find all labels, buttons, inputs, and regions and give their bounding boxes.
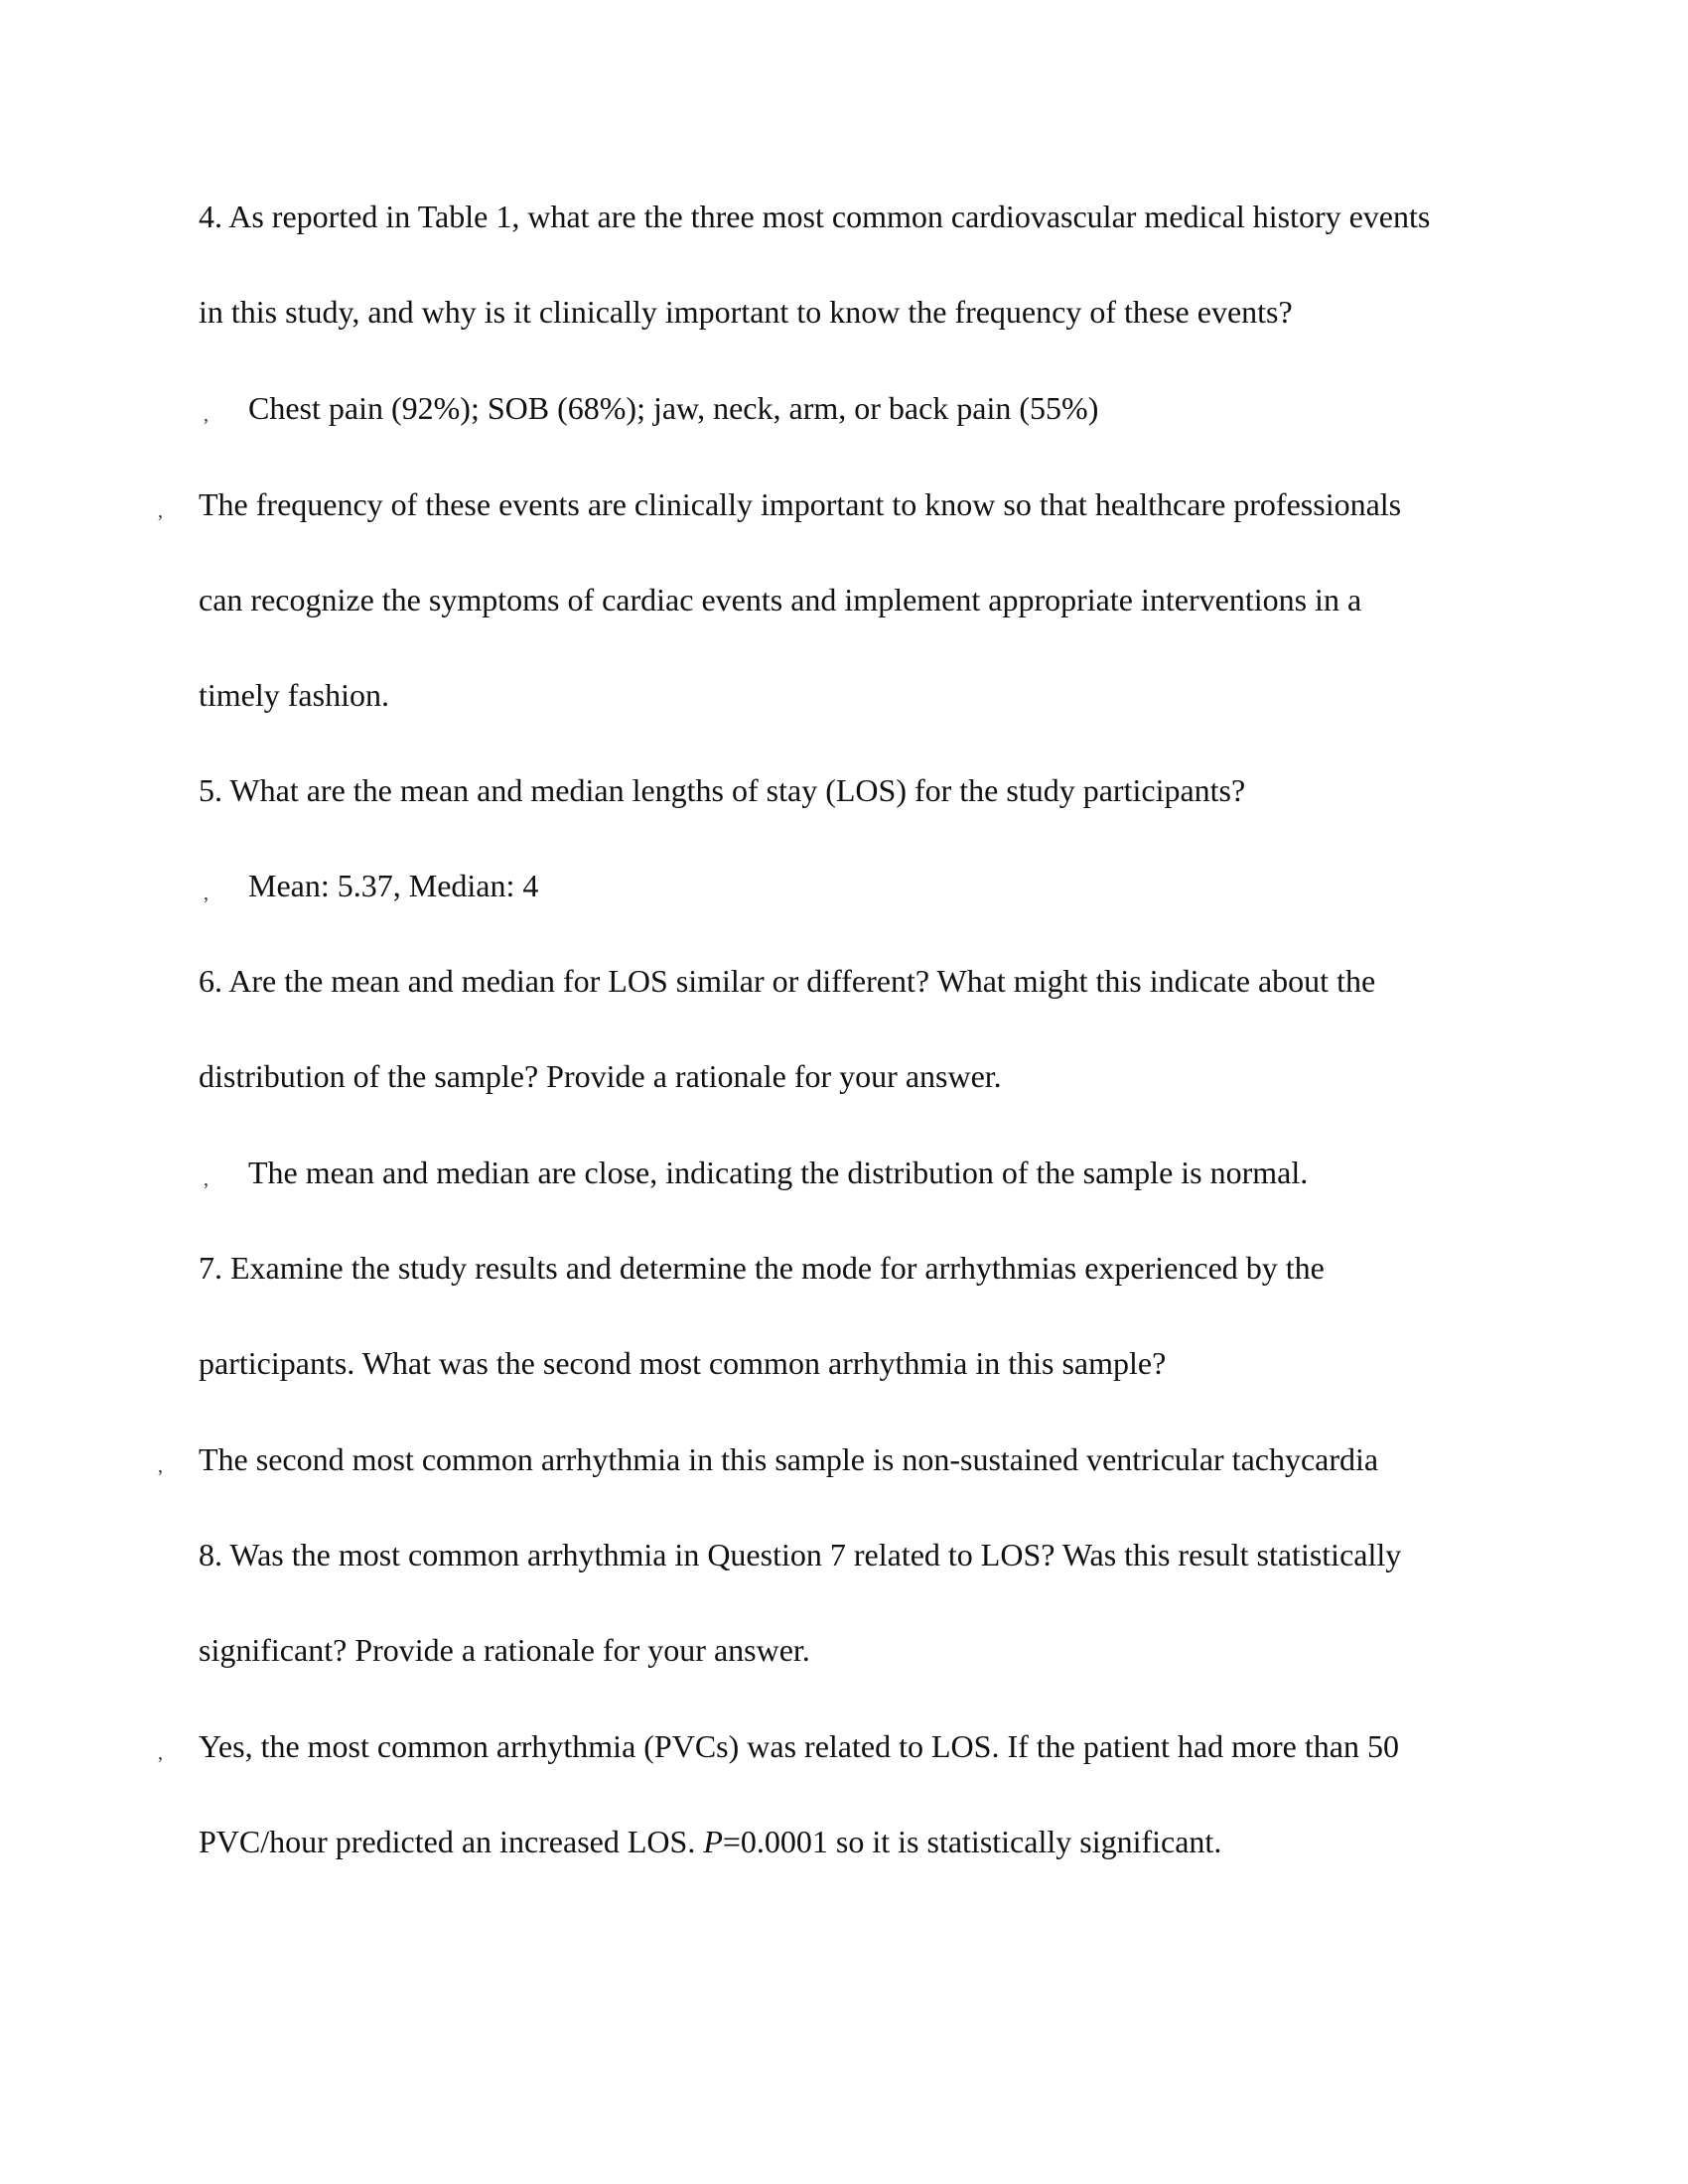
q8-answer-line2-post: =0.0001 so it is statistically significant. [722,1824,1222,1859]
q8-answer-line2 [199,1822,1221,1861]
q8-question-line2: significant? Provide a rationale for your answer. [199,1632,810,1668]
bullet-marker: ‚ [203,883,210,904]
q4-answer-b-line2: can recognize the symptoms of cardiac events and implement appropriate interventions in a [199,582,1362,617]
q8-question-line1: 8. Was the most common arrhythmia in Question 7 related to LOS? Was this result statistically [199,1537,1402,1572]
q6-answer: The mean and median are close, indicating the distribution of the sample is normal. [248,1155,1309,1190]
bullet-marker: ‚ [203,1168,210,1190]
bullet-marker: ‚ [157,1742,164,1764]
q7-answer: The second most common arrhythmia in this sample is non-sustained ventricular tachycardia [199,1441,1379,1477]
q4-answer-b-line3: timely fashion. [199,677,389,713]
q6-question-line2: distribution of the sample? Provide a rationale for your answer. [199,1058,1002,1094]
q8-answer-line1: Yes, the most common arrhythmia (PVCs) was related to LOS. If the patient had more than 50 [199,1728,1399,1764]
q7-question-line1: 7. Examine the study results and determine the mode for arrhythmias experienced by the [199,1250,1325,1286]
q5-question-line1: 5. What are the mean and median lengths of stay (LOS) for the study participants? [199,772,1246,808]
q4-answer-b-line1: The frequency of these events are clinically important to know so that healthcare professionals [199,486,1402,522]
q5-answer: Mean: 5.37, Median: 4 [248,868,539,903]
q4-answer-a: Chest pain (92%); SOB (68%); jaw, neck, arm, or back pain (55%) [248,390,1099,426]
q4-question-line2: in this study, and why is it clinically important to know the frequency of these events? [199,294,1293,330]
q6-question-line1: 6. Are the mean and median for LOS similar or different? What might this indicate about the [199,963,1376,999]
bullet-marker: ‚ [157,500,164,522]
q8-answer-line2-pre: PVC/hour predicted an increased LOS. [199,1824,704,1859]
bullet-marker: ‚ [203,404,210,426]
q7-question-line2: participants. What was the second most common arrhythmia in this sample? [199,1345,1167,1381]
bullet-marker: ‚ [157,1455,164,1477]
p-value-symbol: P [703,1824,723,1859]
q4-question-line1: 4. As reported in Table 1, what are the three most common cardiovascular medical history events [199,199,1431,234]
